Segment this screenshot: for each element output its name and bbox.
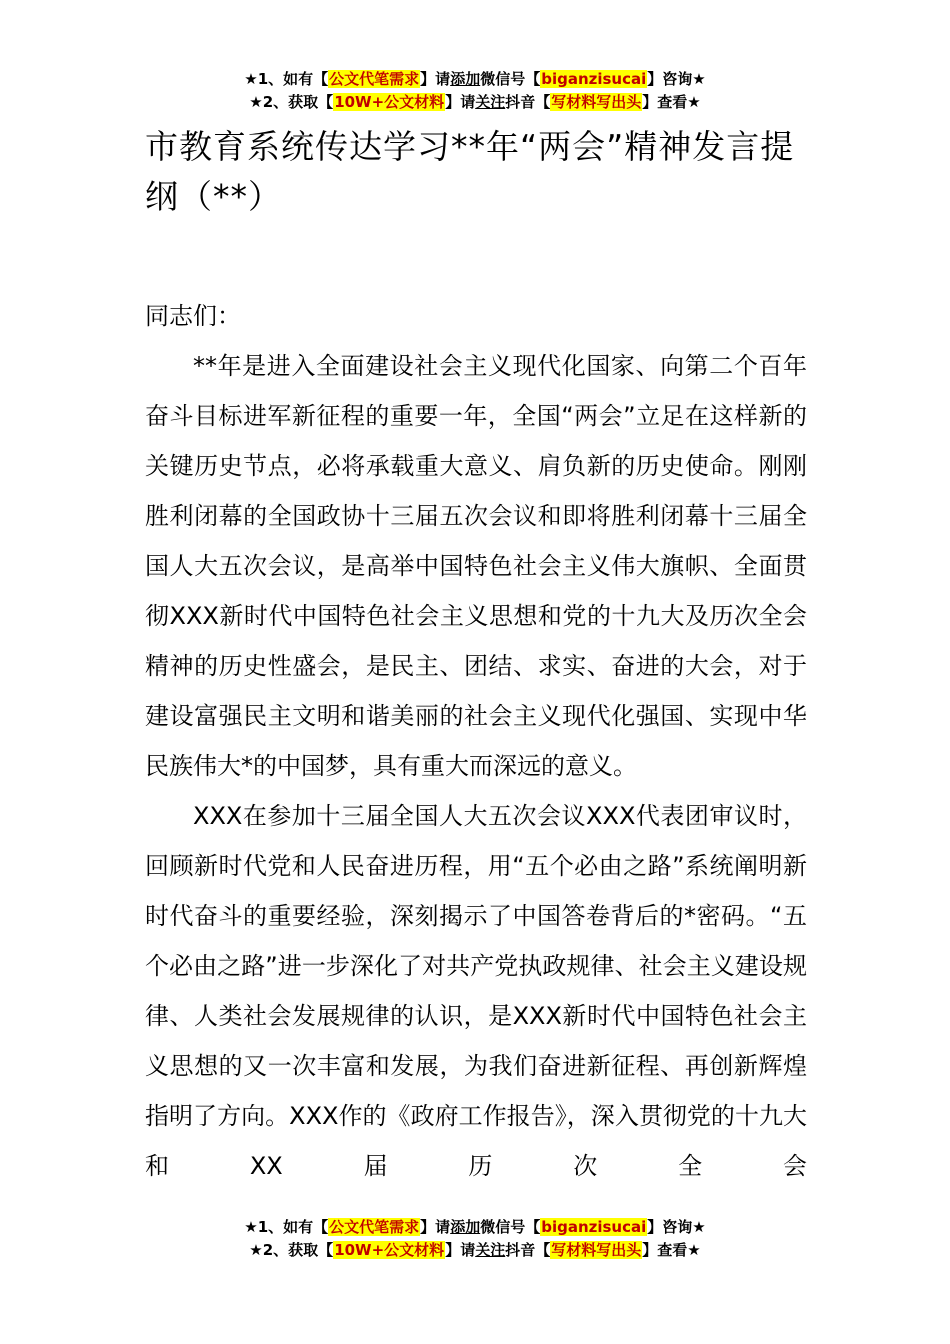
banner-emphasis: 添加 [450,70,481,88]
banner-text: 】请 [420,1218,451,1236]
banner-text: ★2、获取【 [249,93,334,111]
header-banner [0,68,950,114]
banner-text: 】查看★ [642,93,701,111]
banner-text: 微信号【 [480,70,541,88]
banner-text: 】请 [445,1241,476,1259]
banner-line-2 [0,91,950,114]
paragraph-1: **年是进入全面建设社会主义现代化国家、向第二个百年奋斗目标进军新征程的重要一年，全国“两会”立足在这样新的关键历史节点，必将承载重大意义、肩负新的历史使命。刚刚胜利闭幕的全国政协十三届五次会议和即将胜利闭幕十三届全国人大五次会议，是高举中国特色社会主义伟大旗帜、全面贯彻XXX新时代中国特色社会主义思想和党的十九大及历次全会精神的历史性盛会，是民主、团结、求实、奋进的大会，对于建设富强民主文明和谐美丽的社会主义现代化强国、实现中华民族伟大*的中国梦，具有重大而深远的意义。 [145,352,807,780]
document-title: 市教育系统传达学习**年“两会”精神发言提纲（**） [145,127,795,216]
banner-line-2 [0,1239,950,1262]
footer-banner [0,1216,950,1262]
banner-text: ★2、获取【 [249,1241,334,1259]
banner-emphasis: 关注 [475,93,506,111]
banner-text: 】请 [445,93,476,111]
salutation: 同志们： [145,302,241,330]
banner-text: 】请 [420,70,451,88]
banner-highlight: 写材料写出头 [551,1241,642,1259]
banner-emphasis: 添加 [450,1218,481,1236]
banner-text: 】查看★ [642,1241,701,1259]
banner-highlight: 10W+公文材料 [334,1241,445,1259]
banner-text: 微信号【 [480,1218,541,1236]
document-body [145,122,807,1191]
banner-text: ★1、如有【 [244,70,329,88]
banner-text: 】咨询★ [647,1218,706,1236]
banner-highlight: 公文代笔需求 [329,70,420,88]
banner-text: ★1、如有【 [244,1218,329,1236]
banner-text: 抖音【 [505,93,551,111]
banner-highlight: biganzisucai [541,1218,647,1236]
paragraph-2: XXX在参加十三届全国人大五次会议XXX代表团审议时，回顾新时代党和人民奋进历程，用“五个必由之路”系统阐明新时代奋斗的重要经验，深刻揭示了中国答卷背后的*密码。“五个必由之路”进一步深化了对共产党执政规律、社会主义建设规律、人类社会发展规律的认识，是XXX新时代中国特色社会主义思想的又一次丰富和发展，为我们奋进新征程、再创新辉煌指明了方向。XXX作的《政府工作报告》，深入贯彻党的十九大和XX届历次全会 [145,802,807,1180]
banner-highlight: 写材料写出头 [551,93,642,111]
banner-highlight: biganzisucai [541,70,647,88]
banner-text: 抖音【 [505,1241,551,1259]
banner-line-1 [0,68,950,91]
banner-highlight: 10W+公文材料 [334,93,445,111]
banner-text: 】咨询★ [647,70,706,88]
banner-emphasis: 关注 [475,1241,506,1259]
banner-line-1 [0,1216,950,1239]
banner-highlight: 公文代笔需求 [329,1218,420,1236]
